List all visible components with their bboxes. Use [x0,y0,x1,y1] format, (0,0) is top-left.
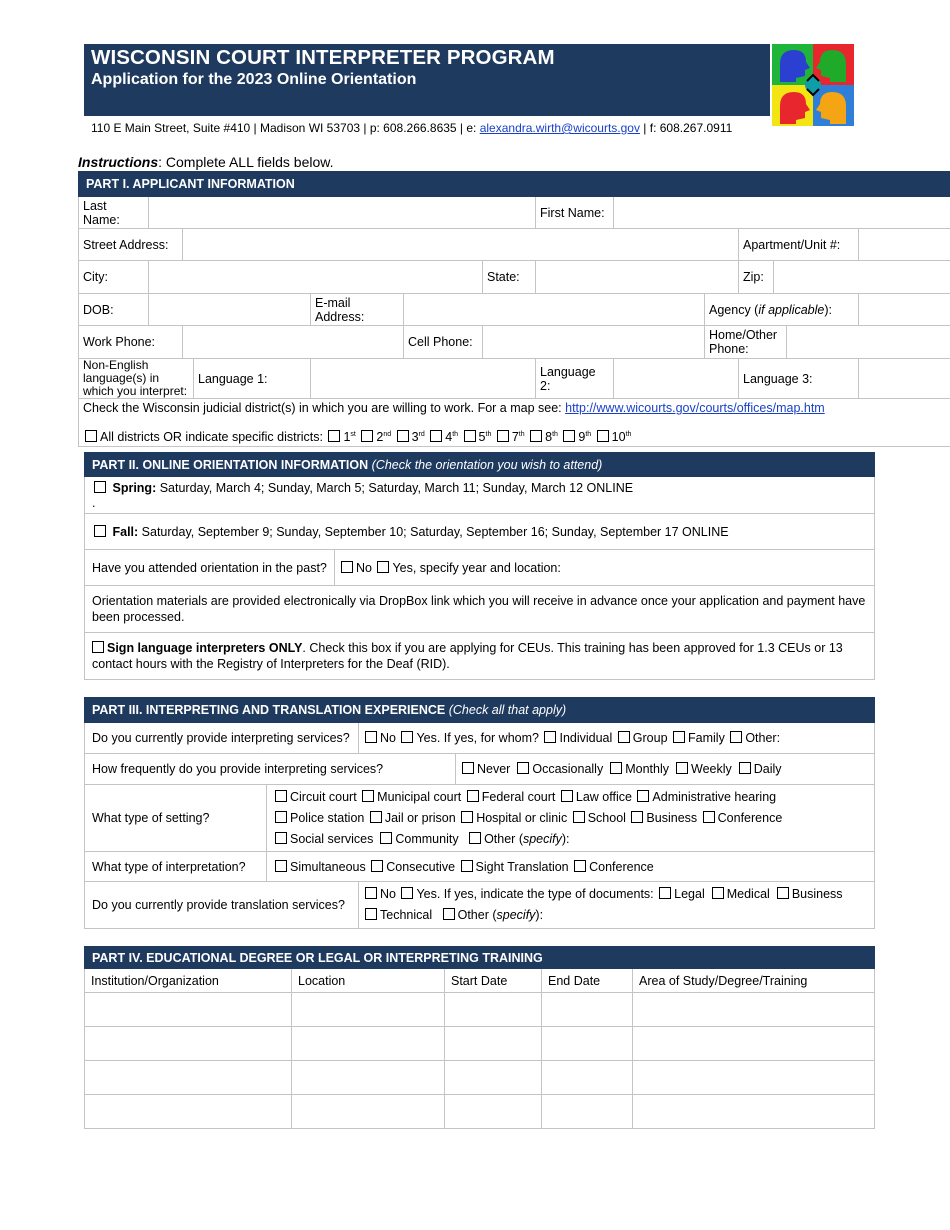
education-cell[interactable] [85,993,292,1027]
setting-question: What type of setting? [85,785,267,852]
interpreting-for-whom-checkbox[interactable] [544,731,556,743]
district-number: 9 [578,430,586,445]
district-checkbox[interactable] [328,430,340,442]
setting-line-3-options [273,832,462,846]
attended-yes-label: Yes, specify year and location: [392,560,561,575]
translation-line-1 [363,884,870,905]
district-suffix: th [485,431,492,438]
education-cell[interactable] [292,1061,445,1095]
district-checkbox[interactable] [464,430,476,442]
frequency-label: Monthly [625,762,669,776]
email-field[interactable] [404,294,705,326]
interpreting-for-whom-label: Other: [745,731,781,745]
translation-no-label: No [380,887,396,901]
education-cell[interactable] [542,1095,633,1129]
district-number: 1 [343,430,351,445]
education-cell[interactable] [542,993,633,1027]
frequency-checkbox[interactable] [676,762,688,774]
email-label: E-mail Address: [311,294,404,326]
setting-answer [267,785,875,852]
education-cell[interactable] [633,1027,875,1061]
district-options [83,428,950,444]
translation-document-checkbox[interactable] [659,887,671,899]
interpretation-type-checkbox[interactable] [371,860,383,872]
district-suffix: th [452,431,459,438]
interpreting-no-label: No [380,731,396,745]
state-label: State: [483,261,536,294]
part3-title-note: (Check all that apply) [448,703,567,717]
education-cell[interactable] [85,1095,292,1129]
translation-document-checkbox[interactable] [777,887,789,899]
part2-header [85,453,875,477]
setting-other-italic: specify [522,831,562,846]
interpreting-for-whom-label: Individual [559,731,613,745]
part2-title: PART II. ONLINE ORIENTATION INFORMATION [92,457,372,472]
setting-label: Administrative hearing [652,789,777,804]
language3-label: Language 3: [739,359,859,399]
district-checkbox[interactable] [597,430,609,442]
interpreting-no-checkbox[interactable] [365,731,377,743]
interpreting-question: Do you currently provide interpreting services? [85,723,359,754]
education-cell[interactable] [542,1061,633,1095]
setting-line-2 [273,808,870,829]
city-field[interactable] [149,261,483,294]
setting-other-c: ): [561,831,570,846]
translation-other-a: Other ( [457,908,497,922]
contact-email-link[interactable]: alexandra.wirth@wicourts.gov [479,121,640,135]
apartment-unit-field[interactable] [859,229,950,261]
language2-field[interactable] [614,359,739,399]
sign-language-checkbox[interactable] [92,641,104,653]
setting-checkbox[interactable] [370,811,382,823]
district-suffix: th [552,431,558,438]
language3-field[interactable] [859,359,950,399]
setting-label: Circuit court [290,789,357,804]
education-cell[interactable] [542,1027,633,1061]
education-cell[interactable] [292,993,445,1027]
contact-line [91,121,732,135]
first-name-label: First Name: [536,197,614,229]
part4-education-table [84,946,875,1129]
part4-header: PART IV. EDUCATIONAL DEGREE OR LEGAL OR INTERPRETING TRAINING [85,947,875,969]
home-phone-field[interactable] [787,326,950,359]
education-cell[interactable] [633,993,875,1027]
education-cell[interactable] [633,1061,875,1095]
translation-yes-label: Yes. If yes, indicate the type of documents: [416,887,654,901]
district-instructions [83,401,950,415]
materials-note: Orientation materials are provided electronically via DropBox link which you will receive in advance once your application and payment have been processed. [85,586,875,633]
setting-label: Jail or prison [384,810,456,825]
interpreting-for-whom-label: Family [688,731,725,745]
translation-other-checkbox[interactable] [443,908,455,920]
interpreting-for-whom-checkbox[interactable] [730,731,742,743]
spring-option [85,477,875,514]
interpretation-type-label: Sight Translation [475,859,569,874]
setting-checkbox[interactable] [561,790,573,802]
language1-field[interactable] [311,359,536,399]
attended-question: Have you attended orientation in the past? [85,550,335,586]
education-cell[interactable] [85,1061,292,1095]
city-label: City: [79,261,149,294]
setting-other-a: Other ( [484,831,523,846]
first-name-field[interactable] [614,197,950,229]
sign-language-label: Sign language interpreters ONLY [107,641,303,655]
program-title: WISCONSIN COURT INTERPRETER PROGRAM [91,46,555,69]
district-number: 8 [545,430,553,445]
education-column-header: Institution/Organization [85,969,292,993]
district-checkbox[interactable] [397,430,409,442]
instructions-label: Instructions [78,154,159,170]
translation-document-label: Business [791,887,843,901]
education-column-header: End Date [542,969,633,993]
agency-label-c: ): [824,302,832,317]
setting-checkbox[interactable] [275,790,287,802]
attended-answer [335,550,875,586]
translation-document-checkbox[interactable] [712,887,724,899]
attended-no-checkbox[interactable] [341,561,353,573]
languages-label: Non-English language(s) in which you interpret: [79,359,194,399]
translation-yes-checkbox[interactable] [401,887,413,899]
interpretation-type-checkbox[interactable] [461,860,473,872]
frequency-checkbox[interactable] [462,762,474,774]
instructions-text: : Complete ALL fields below. [158,154,334,170]
state-field[interactable] [536,261,739,294]
district-number: 4 [445,430,453,445]
zip-label: Zip: [739,261,774,294]
education-cell[interactable] [445,1027,542,1061]
education-column-header: Area of Study/Degree/Training [633,969,875,993]
interpretation-type-question: What type of interpretation? [85,852,267,882]
setting-checkbox[interactable] [461,811,473,823]
spring-checkbox[interactable] [94,481,106,493]
education-cell[interactable] [292,1095,445,1129]
interpreting-answer [359,723,875,754]
education-column-header: Location [292,969,445,993]
spring-label: Spring: [112,481,157,495]
fall-label: Fall: [112,524,139,539]
education-cell[interactable] [445,1061,542,1095]
translation-line-2 [363,905,870,926]
education-cell[interactable] [292,1027,445,1061]
all-districts-label: All districts OR indicate specific districts: [100,430,323,445]
frequency-label: Daily [753,762,782,776]
sign-language-option [85,633,875,680]
setting-label: Federal court [481,789,556,804]
agency-label-a: Agency ( [709,302,759,317]
last-name-field[interactable] [149,197,536,229]
setting-label: Hospital or clinic [476,810,568,825]
part1-header: PART I. APPLICANT INFORMATION [79,172,950,197]
agency-label-italic: if applicable [758,302,825,317]
district-number: 2 [376,430,384,445]
setting-label: Business [646,810,698,825]
fall-option [85,514,875,550]
apartment-unit-label: Apartment/Unit #: [739,229,859,261]
education-cell[interactable] [633,1095,875,1129]
cell-phone-label: Cell Phone: [404,326,483,359]
sign-language-text: . Check this box if you are applying for CEUs. This training has been approved for 1.3 CEUs or 13 contact hours with the Registry of Interpreters for the Deaf (RID). [92,641,843,671]
part2-orientation-table [84,452,875,680]
work-phone-label: Work Phone: [79,326,183,359]
setting-checkbox[interactable] [380,832,392,844]
district-cell [79,399,950,447]
district-map-link[interactable]: http://www.wicourts.gov/courts/offices/map.htm [565,401,825,415]
zip-field[interactable] [774,261,950,294]
district-suffix: nd [383,431,392,438]
district-suffix: rd [418,431,425,438]
setting-label: Police station [290,810,365,825]
translation-answer [359,882,875,929]
district-suffix: th [585,431,592,438]
translation-technical-label: Technical [380,908,433,922]
translation-other-c: ): [535,908,544,922]
frequency-label: Never [477,762,511,776]
interpreting-yes-checkbox[interactable] [401,731,413,743]
setting-checkbox[interactable] [573,811,585,823]
district-number: 10 [611,430,626,445]
translation-technical-checkbox[interactable] [365,908,377,920]
frequency-checkbox[interactable] [610,762,622,774]
translation-document-label: Legal [674,887,705,901]
district-suffix: th [625,431,632,438]
district-number: 7 [511,430,519,445]
application-subtitle: Application for the 2023 Online Orientation [91,71,417,88]
interpreting-for-whom-options [542,731,780,745]
setting-label: Municipal court [377,789,462,804]
interpretation-type-label: Conference [589,859,654,874]
part1-applicant-table [78,171,950,447]
interpreting-for-whom-checkbox[interactable] [618,731,630,743]
fall-checkbox[interactable] [94,525,106,537]
translation-no-checkbox[interactable] [365,887,377,899]
setting-line-1 [273,787,870,808]
education-row [85,993,875,1027]
translation-question: Do you currently provide translation services? [85,882,359,929]
interpreting-for-whom-label: Group [632,731,668,745]
contact-fax: | f: 608.267.0911 [639,121,733,135]
education-cell[interactable] [445,993,542,1027]
agency-field[interactable] [859,294,950,326]
interpretation-type-label: Consecutive [386,859,456,874]
agency-label [705,294,859,326]
contact-address-phone: 110 E Main Street, Suite #410 | Madison WI 53703 | p: 608.266.8635 | e: [91,121,480,135]
district-text: Check the Wisconsin judicial district(s) in which you are willing to work. For a map see: [83,401,566,415]
setting-line-3 [273,829,870,850]
frequency-checkbox[interactable] [739,762,751,774]
education-row [85,1061,875,1095]
part2-title-note: (Check the orientation you wish to attend) [371,457,603,472]
interpretation-type-checkbox[interactable] [574,860,586,872]
part3-title: PART III. INTERPRETING AND TRANSLATION EXPERIENCE [92,703,449,717]
spring-dates: Saturday, March 4; Sunday, March 5; Saturday, March 11; Sunday, March 12 ONLINE [156,481,634,495]
frequency-label: Weekly [691,762,732,776]
education-column-header: Start Date [445,969,542,993]
district-checkbox[interactable] [530,430,542,442]
interpreting-for-whom-checkbox[interactable] [673,731,685,743]
interpretation-type-label: Simultaneous [290,859,366,874]
setting-checkbox[interactable] [631,811,643,823]
education-rows [85,993,875,1129]
translation-document-label: Medical [726,887,770,901]
all-districts-checkbox[interactable] [85,430,97,442]
setting-label: Social services [290,831,374,846]
translation-document-options [657,887,842,901]
court-interpreter-faces-logo [772,44,854,126]
frequency-answer [456,754,875,785]
part3-header [85,698,875,723]
street-address-label: Street Address: [79,229,183,261]
work-phone-field[interactable] [183,326,404,359]
setting-checkbox[interactable] [637,790,649,802]
education-row [85,1027,875,1061]
frequency-checkbox[interactable] [517,762,529,774]
setting-label: School [587,810,626,825]
district-number: 5 [478,430,486,445]
district-checkbox[interactable] [361,430,373,442]
page-header-banner [84,44,770,116]
setting-label: Law office [575,789,632,804]
attended-no-label: No [356,560,372,575]
dob-field[interactable] [149,294,311,326]
translation-other-italic: specify [496,908,536,922]
district-checkbox[interactable] [497,430,509,442]
attended-yes-checkbox[interactable] [377,561,389,573]
last-name-label: Last Name: [79,197,149,229]
fall-dates: Saturday, September 9; Sunday, September 10; Saturday, September 16; Sunday, September 17 ONLINE [138,524,729,539]
setting-checkbox[interactable] [362,790,374,802]
education-cell[interactable] [445,1095,542,1129]
home-phone-label: Home/Other Phone: [705,326,787,359]
district-checkbox[interactable] [563,430,575,442]
setting-checkbox[interactable] [275,811,287,823]
frequency-label: Occasionally [532,762,604,776]
education-row [85,1095,875,1129]
frequency-question: How frequently do you provide interpreting services? [85,754,456,785]
street-address-field[interactable] [183,229,739,261]
setting-label: Community [395,831,459,846]
setting-checkbox[interactable] [467,790,479,802]
cell-phone-field[interactable] [483,326,705,359]
education-column-headers [85,969,875,993]
interpretation-type-answer [267,852,875,882]
language2-label: Language 2: [536,359,614,399]
instructions [78,154,334,170]
interpretation-type-checkbox[interactable] [275,860,287,872]
education-cell[interactable] [85,1027,292,1061]
part3-experience-table [84,697,875,929]
interpreting-yes-label: Yes. If yes, for whom? [416,731,539,745]
setting-other-checkbox[interactable] [469,832,481,844]
district-suffix: st [350,431,356,438]
language1-label: Language 1: [194,359,311,399]
setting-checkbox[interactable] [703,811,715,823]
setting-label: Conference [717,810,783,825]
setting-checkbox[interactable] [275,832,287,844]
spring-dot: . [92,496,96,510]
district-number: 3 [411,430,419,445]
district-checkbox[interactable] [430,430,442,442]
dob-label: DOB: [79,294,149,326]
district-checkbox-list [326,430,631,444]
district-suffix: th [518,431,525,438]
